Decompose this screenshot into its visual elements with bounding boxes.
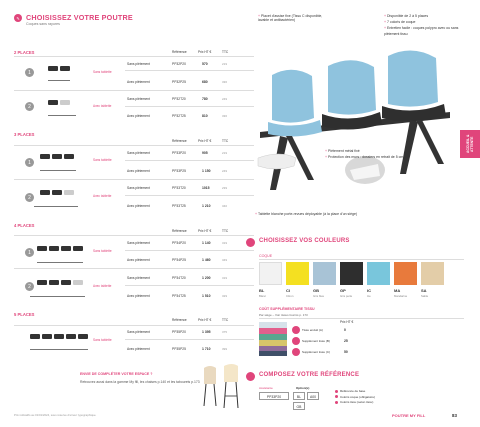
swatch-ci[interactable] <box>286 262 309 285</box>
footer-page: 83 <box>452 413 457 418</box>
row-ttc: 319 <box>222 241 228 245</box>
swatch-gp[interactable] <box>340 262 363 285</box>
section-4-places: 4 PLACES <box>14 223 35 228</box>
bench-product-image <box>250 40 460 210</box>
tissu-sub: Par siège – Voir tissus fournis p. 173 <box>259 313 308 317</box>
swatch-code: CI <box>286 288 290 293</box>
row-price: 1 150 <box>202 169 211 173</box>
row-ref: PP34T25 <box>172 294 186 298</box>
tissu-label: COÛT SUPPLÉMENTAIRE TISSU <box>259 307 315 311</box>
swatch-code: BL <box>259 288 265 293</box>
row-ref: PP34T20 <box>172 276 186 280</box>
col-price-header: Prix HT € <box>198 318 212 322</box>
row-ttc: 239 <box>222 186 228 190</box>
option-2-circle: 2 <box>25 282 34 291</box>
bench-2-avec <box>48 100 70 105</box>
row-price: 1 210 <box>202 204 211 208</box>
chairs-illustration <box>198 362 244 410</box>
row-ttc: 249 <box>222 97 228 101</box>
row-ref: PP34P25 <box>172 258 186 262</box>
row-ttc: 340 <box>222 204 228 208</box>
tissu-b-circle <box>292 337 300 345</box>
option-1-circle: 1 <box>25 68 34 77</box>
col-price-header: Prix HT € <box>198 139 212 143</box>
swatch-sa[interactable] <box>421 262 444 285</box>
feature-text: Disponible de 2 à 5 places <box>387 14 429 18</box>
swatch-name: Blanc <box>259 294 266 298</box>
side-tab[interactable]: ACCUEIL & ATTENTE <box>460 130 480 158</box>
page-title: CHOISISSEZ VOTRE POUTRE <box>26 13 133 22</box>
col-ref-header: Référence <box>172 229 187 233</box>
bench-3-sans <box>40 154 74 159</box>
row-variant: Avec piètement <box>127 258 150 262</box>
swatch-ic[interactable] <box>367 262 390 285</box>
row-ref: PP33P20 <box>172 151 186 155</box>
option-1-circle: 1 <box>25 158 34 167</box>
option-2-circle: 2 <box>25 193 34 202</box>
feature-text: Tablette blanche porte-revues déployable (à la place d'un siège) <box>257 212 358 216</box>
row-ttc: 319 <box>222 276 228 280</box>
section-2-places: 2 PLACES <box>14 50 35 55</box>
bench-5 <box>30 334 88 339</box>
row-variant: Sans piètement <box>127 186 150 190</box>
row-price: 1 140 <box>202 241 211 245</box>
row-ref: PP32P20 <box>172 62 186 66</box>
row-variant: Avec piètement <box>127 80 150 84</box>
features-top-right: + Disponible de 2 à 5 places + 7 coloris de coque + Entretien facile : coques polypro avec ou sans piètement tissu <box>384 14 459 36</box>
swatch-code: MA <box>394 288 401 293</box>
row-variant: Sans piètement <box>127 151 150 155</box>
ref-legend <box>335 389 375 406</box>
feature-text: Protection des murs : dossiers en retrait de 5 cm <box>328 155 404 160</box>
col-ttc-header: TTC <box>222 318 229 322</box>
feature-text: Entretien facile : coques polypro avec ou sans piètement tissu <box>384 25 459 36</box>
tissu-row-price: 50 <box>344 350 348 354</box>
row-price: 1 200 <box>202 276 211 280</box>
row-price: 1 460 <box>202 258 211 262</box>
complete-text: Retrouvez aussi dans la gamme My fill, les chaises p.140 et les tabourets p.173 <box>80 380 200 384</box>
coque-label: COQUE <box>259 254 273 258</box>
tissu-row-label: Tissu enduit (A) <box>302 328 323 332</box>
row-ref: PP32T20 <box>172 97 186 101</box>
option-label: Sans tablette <box>93 158 112 162</box>
option-label: Sans tablette <box>93 249 112 253</box>
swatch-ma[interactable] <box>394 262 417 285</box>
row-ref: PP33P25 <box>172 169 186 173</box>
bench-3-avec <box>40 190 74 195</box>
row-variant: Avec piètement <box>127 204 150 208</box>
option-label: Sans tablette <box>93 70 112 74</box>
option-2-circle: 2 <box>25 102 34 111</box>
row-price: 1015 <box>202 186 210 190</box>
row-ref: PP32P25 <box>172 80 186 84</box>
tissu-row-label: Supplément tissu (B) <box>302 339 330 343</box>
bench-2-sans <box>48 66 70 71</box>
row-variant: Sans piètement <box>127 276 150 280</box>
row-ttc: 219 <box>222 62 228 66</box>
row-ttc: 329 <box>222 294 228 298</box>
swatch-name: Gris perle <box>340 294 353 298</box>
row-ttc: 219 <box>222 151 228 155</box>
row-price: 1 710 <box>202 347 211 351</box>
footer-note: Prix indicatifs au 01/01/2024, sous réserve d'erreur typographique. <box>14 413 97 417</box>
swatch-code: GP <box>340 288 346 293</box>
tissu-row-label: Supplément tissu (C) <box>302 350 331 354</box>
feature-text: Piètement métal fixé <box>328 149 360 153</box>
swatch-name: Gris bleu <box>313 294 325 298</box>
tissu-row-price: 25 <box>344 339 348 343</box>
row-ref: PP34P20 <box>172 241 186 245</box>
feature-text: Placet d'assise fixe (Tissu C disponible, lavable et antibactérien) <box>258 14 323 22</box>
row-ttc: 375 <box>222 330 228 334</box>
feature-text: 7 coloris de coque <box>387 19 416 24</box>
bench-4-avec <box>37 280 83 285</box>
row-ref: PP33T25 <box>172 204 186 208</box>
bench-4-sans <box>37 246 83 251</box>
swatch-name: Mandarine <box>394 294 408 298</box>
row-variant: Sans piètement <box>127 330 150 334</box>
ref-opt3-box: GB <box>293 402 305 410</box>
option-1-circle: 1 <box>25 248 34 257</box>
features-top-1: + Placet d'assise fixe (Tissu C disponible, lavable et antibactérien) <box>258 14 323 22</box>
row-price: 680 <box>202 80 208 84</box>
col-ttc-header: TTC <box>222 229 229 233</box>
row-variant: Avec piètement <box>127 114 150 118</box>
col-ttc-header: TTC <box>222 139 229 143</box>
col-price-header: Prix HT € <box>198 50 212 54</box>
features-mid: + Piètement métal fixé + Protection des murs : dossiers en retrait de 5 cm <box>325 149 404 160</box>
row-price: 1 395 <box>202 330 211 334</box>
option-label: Avec tablette <box>93 284 112 288</box>
ref-label-options: Option(s) <box>296 386 310 390</box>
swatch-code: SA <box>421 288 427 293</box>
row-variant: Avec piètement <box>127 347 150 351</box>
complete-title: ENVIE DE COMPLÉTER VOTRE ESPACE ? <box>80 372 153 376</box>
reference-title: COMPOSEZ VOTRE RÉFÉRENCE <box>259 372 360 378</box>
section-3-places: 3 PLACES <box>14 132 35 137</box>
tissu-price-header: Prix HT € <box>340 320 354 324</box>
row-price: 570 <box>202 62 208 66</box>
ref-opt2-box: A00 <box>307 392 319 400</box>
row-variant: Sans piètement <box>127 62 150 66</box>
feature-tablette: + Tablette blanche porte-revues déployable (à la place d'un siège) <box>255 212 358 216</box>
ref-opt1-box: BL <box>293 392 305 400</box>
page-subtitle: Coques sans rayures <box>26 22 60 26</box>
couleurs-title: CHOISISSEZ VOS COULEURS <box>259 238 350 244</box>
swatch-name: Ice <box>367 294 371 298</box>
tissu-c-circle <box>292 348 300 356</box>
row-ref: PP35P20 <box>172 330 186 334</box>
tissu-row-price: 0 <box>344 328 346 332</box>
tissu-a-circle <box>292 326 300 334</box>
swatch-name: Citron <box>286 294 294 298</box>
row-ref: PP32T25 <box>172 114 186 118</box>
swatch-bl[interactable] <box>259 262 282 285</box>
row-price: 1 510 <box>202 294 211 298</box>
swatch-gb[interactable] <box>313 262 336 285</box>
palette-icon <box>246 238 255 247</box>
section-5-places: 5 PLACES <box>14 312 35 317</box>
ref-legend-item: Coloris coque (obligatoire) <box>340 394 376 399</box>
row-variant: Sans piètement <box>127 241 150 245</box>
row-price: 780 <box>202 97 208 101</box>
swatch-code: IC <box>367 288 371 293</box>
swatch-code: GB <box>313 288 319 293</box>
swatch-name: Sable <box>421 294 429 298</box>
option-label: Sans tablette <box>93 338 112 342</box>
ref-code-box: PP33P20 <box>259 392 289 400</box>
ref-label-assistante: Assistante <box>259 386 273 390</box>
col-ttc-header: TTC <box>222 50 229 54</box>
row-ref: PP33T20 <box>172 186 186 190</box>
reference-icon <box>246 372 255 381</box>
row-variant: Avec piètement <box>127 169 150 173</box>
row-ttc: 336 <box>222 114 228 118</box>
option-label: Avec tablette <box>93 194 112 198</box>
footer-brand: POUTRE MY FILL <box>392 413 426 418</box>
row-price: 810 <box>202 114 208 118</box>
col-price-header: Prix HT € <box>198 229 212 233</box>
tissu-fabric-image <box>259 322 287 356</box>
option-label: Avec tablette <box>93 104 112 108</box>
row-price: 905 <box>202 151 208 155</box>
complete-block <box>80 372 200 384</box>
ref-legend-item: Coloris tissu (selon tissu) <box>340 400 374 405</box>
row-ttc: 336 <box>222 80 228 84</box>
header-pen-icon: ✎ <box>14 14 22 22</box>
row-ttc: 249 <box>222 169 228 173</box>
row-variant: Avec piètement <box>127 294 150 298</box>
row-variant: Sans piètement <box>127 97 150 101</box>
row-ttc: 349 <box>222 258 228 262</box>
col-ref-header: Référence <box>172 50 187 54</box>
col-ref-header: Référence <box>172 318 187 322</box>
col-ref-header: Référence <box>172 139 187 143</box>
row-ttc: 399 <box>222 347 228 351</box>
row-ref: PP35P25 <box>172 347 186 351</box>
ref-legend-item: Référence de base <box>340 389 366 393</box>
